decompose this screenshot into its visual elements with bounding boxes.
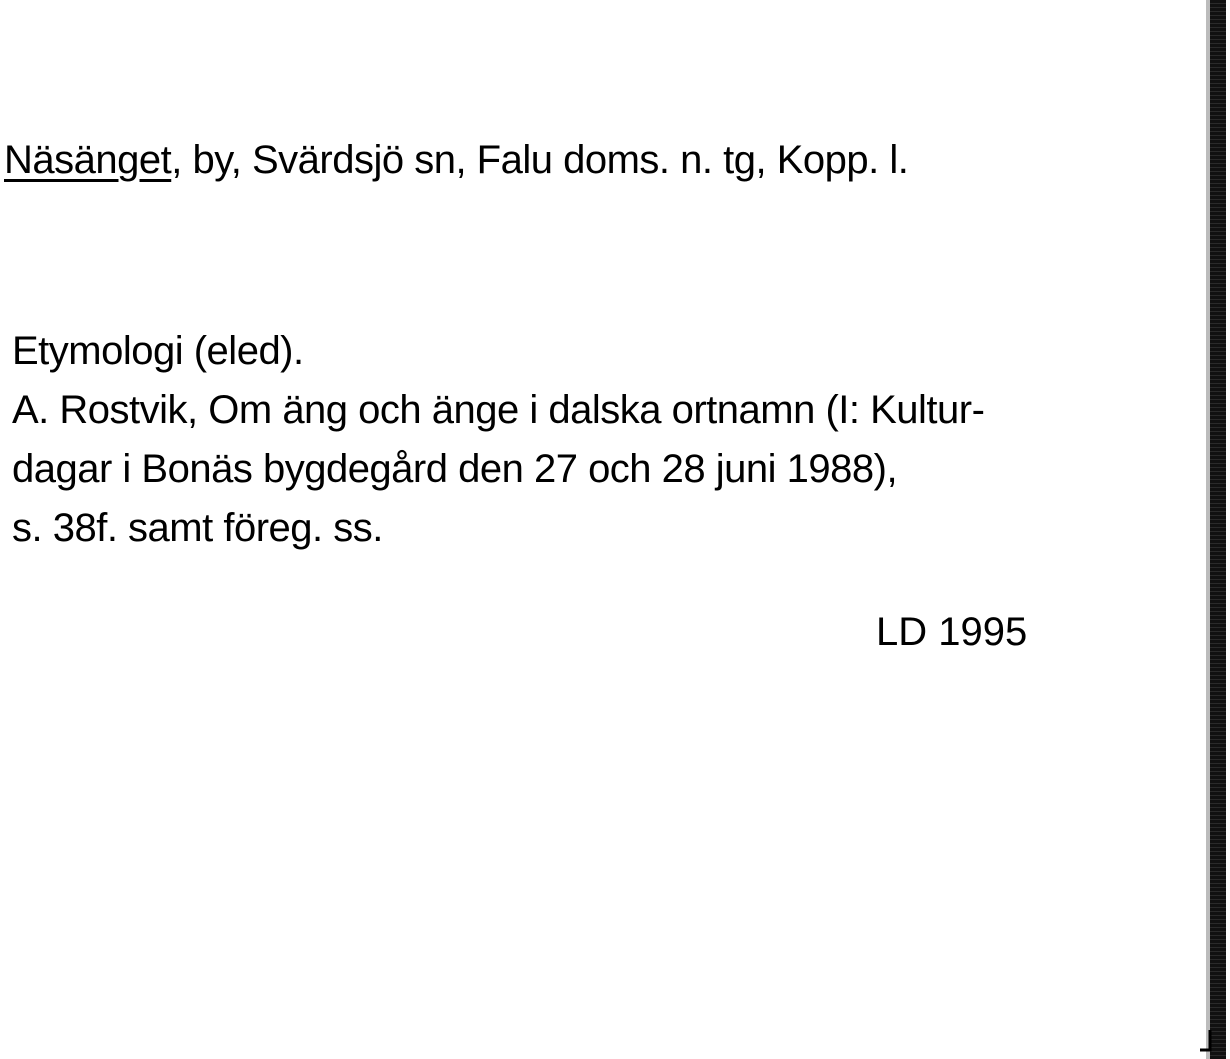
body-line: Etymologi (eled). xyxy=(12,329,304,373)
body-line: s. 38f. samt föreg. ss. xyxy=(12,506,383,550)
card-heading xyxy=(4,132,908,188)
place-name: Näsänget xyxy=(4,138,172,182)
body-line: A. Rostvik, Om äng och änge i dalska ortnamn (I: Kultur- xyxy=(12,388,985,432)
card-body xyxy=(12,322,984,558)
card-signature: LD 1995 xyxy=(876,610,1028,654)
card-right-edge xyxy=(1210,0,1226,1059)
corner-mark xyxy=(1200,1030,1214,1054)
place-description: , by, Svärdsjö sn, Falu doms. n. tg, Kopp. l. xyxy=(171,138,909,182)
body-line: dagar i Bonäs bygdegård den 27 och 28 juni 1988), xyxy=(12,447,898,491)
